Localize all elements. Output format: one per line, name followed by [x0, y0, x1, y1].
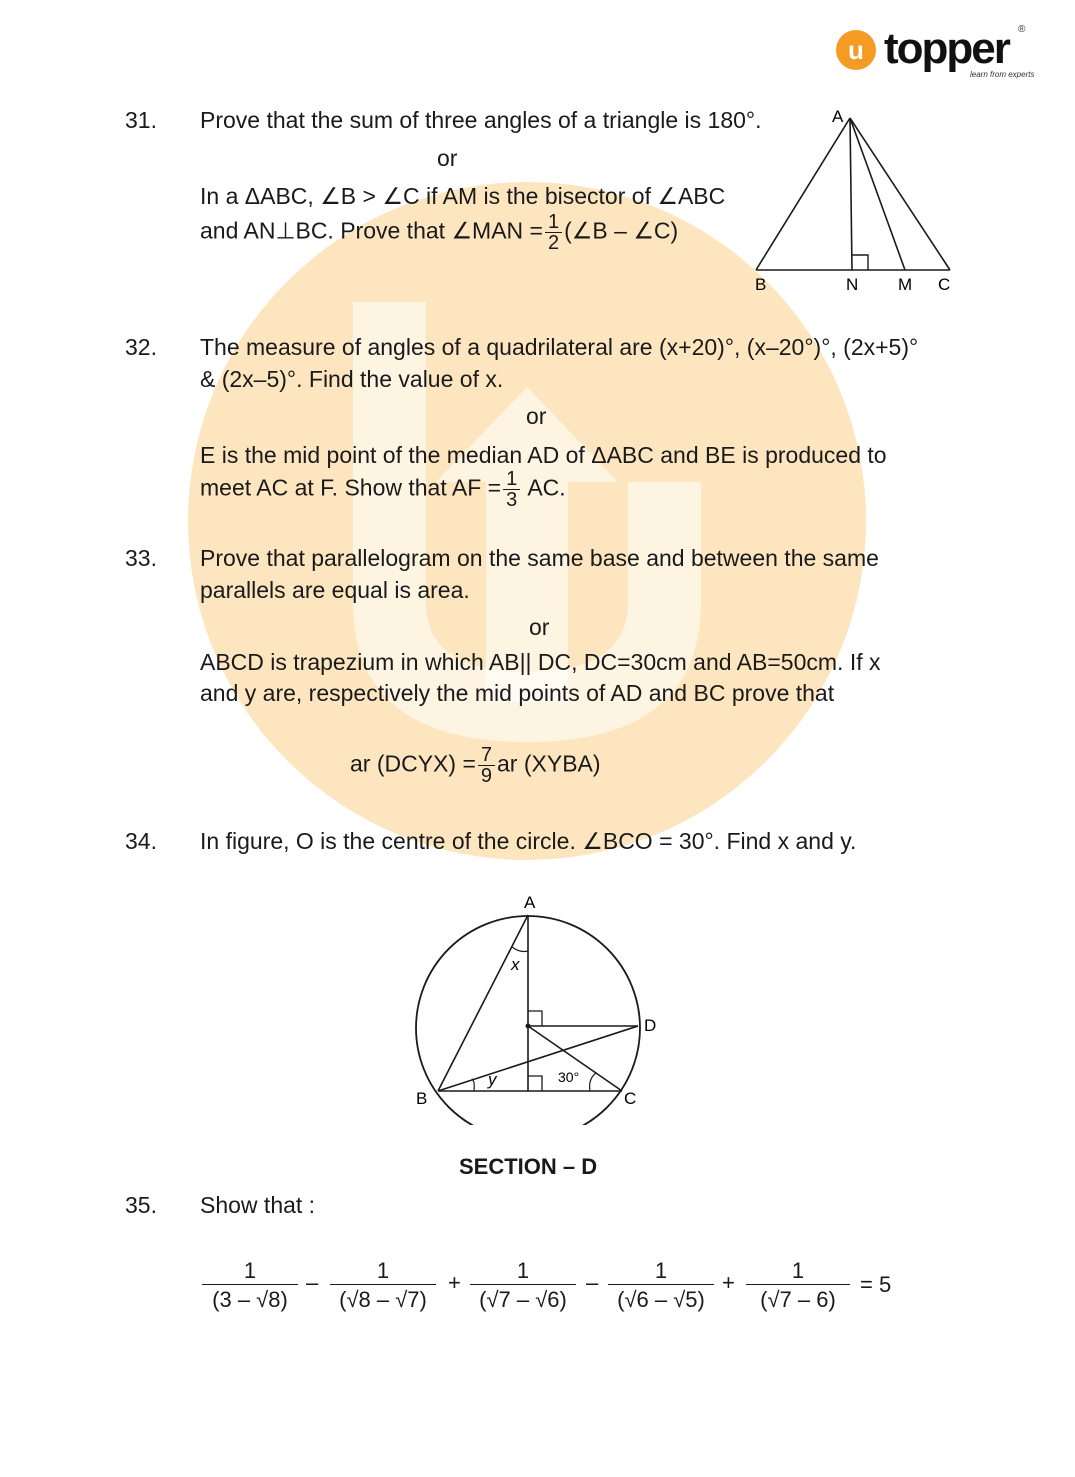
q33-line3: ABCD is trapezium in which AB|| DC, DC=30cm and AB=50cm. If x	[200, 649, 881, 675]
q34-number: 34.	[125, 828, 157, 854]
q31-triangle-figure	[750, 100, 965, 300]
q33-eq-a: ar (DCYX) =	[350, 750, 476, 777]
q31-line1: Prove that the sum of three angles of a triangle is 180°.	[200, 107, 762, 133]
q35-sign-3: +	[448, 1270, 461, 1295]
q31-line3-b: (∠B – ∠C)	[564, 217, 679, 244]
q34-label-d: D	[644, 1016, 657, 1035]
logo-mark-icon: u	[836, 30, 876, 70]
q35-term-5: 1 (√7 – 6)	[746, 1258, 850, 1315]
q33-number: 33.	[125, 545, 157, 571]
q33-equation	[350, 745, 601, 786]
q35-result: = 5	[860, 1272, 892, 1297]
q34-label-x: x	[511, 955, 520, 974]
q35-sign-5: +	[722, 1270, 735, 1295]
q35-term-2: 1 (√8 – √7)	[330, 1258, 436, 1315]
q35-term-3: 1 (√7 – √6)	[470, 1258, 576, 1315]
q32-line4	[200, 469, 566, 510]
q35-term-1: 1 (3 – √8)	[202, 1258, 298, 1315]
q34-label-c: C	[624, 1089, 637, 1108]
q34-line1: In figure, O is the centre of the circle. ∠BCO = 30°. Find x and y.	[200, 828, 857, 854]
q31-label-b: B	[755, 275, 767, 294]
q33-fraction: $\frac{7}{9}$	[478, 745, 495, 786]
q32-line2: & (2x–5)°. Find the value of x.	[200, 366, 504, 392]
q34-label-a: A	[524, 893, 536, 912]
q32-line1: The measure of angles of a quadrilateral are (x+20)°, (x–20°)°, (2x+5)°	[200, 334, 919, 360]
q31-fraction: $\frac{1}{2}$	[545, 212, 562, 253]
q32-line3: E is the mid point of the median AD of ΔABC and BE is produced to	[200, 442, 887, 468]
q35-number: 35.	[125, 1192, 157, 1218]
q31-line2: In a ΔABC, ∠B > ∠C if AM is the bisector of ∠ABC	[200, 183, 726, 209]
q31-line3-a: and AN⊥BC. Prove that ∠MAN =	[200, 217, 543, 244]
q35-term-4: 1 (√6 – √5)	[608, 1258, 714, 1315]
q31-label-a: A	[832, 107, 844, 126]
q33-line1: Prove that parallelogram on the same base and between the same	[200, 545, 879, 571]
logo-registered: ®	[1018, 24, 1026, 35]
q33-eq-b: ar (XYBA)	[497, 750, 601, 777]
logo-tagline: learn from experts	[970, 70, 1035, 79]
q32-line4-b: AC.	[527, 474, 566, 501]
q35-sign-4: –	[586, 1270, 599, 1295]
q35-line1: Show that :	[200, 1192, 316, 1218]
q34-label-angle: 30°	[558, 1069, 580, 1085]
q33-line4: and y are, respectively the mid points of AD and BC prove that	[200, 680, 835, 706]
q31-or: or	[437, 145, 458, 171]
topper-logo	[836, 24, 1036, 84]
q32-line4-a: meet AC at F. Show that AF =	[200, 474, 502, 501]
q32-fraction: $\frac{1}{3}$	[503, 469, 520, 510]
q33-or: or	[529, 614, 550, 640]
q32-number: 32.	[125, 334, 157, 360]
logo-word: topper	[884, 24, 1009, 73]
q33-line2: parallels are equal is area.	[200, 577, 470, 603]
q32-or: or	[526, 403, 547, 429]
q31-label-c: C	[938, 275, 951, 294]
q31-number: 31.	[125, 107, 157, 133]
q31-label-n: N	[846, 275, 859, 294]
q31-line3	[200, 212, 678, 253]
q35-sign-2: –	[306, 1270, 319, 1295]
q31-label-m: M	[898, 275, 913, 294]
q35-expression	[0, 1258, 1075, 1328]
q34-circle-figure	[400, 885, 680, 1125]
section-d-heading: SECTION – D	[459, 1154, 598, 1179]
q34-label-y: y	[488, 1070, 497, 1089]
q34-label-b: B	[416, 1089, 428, 1108]
